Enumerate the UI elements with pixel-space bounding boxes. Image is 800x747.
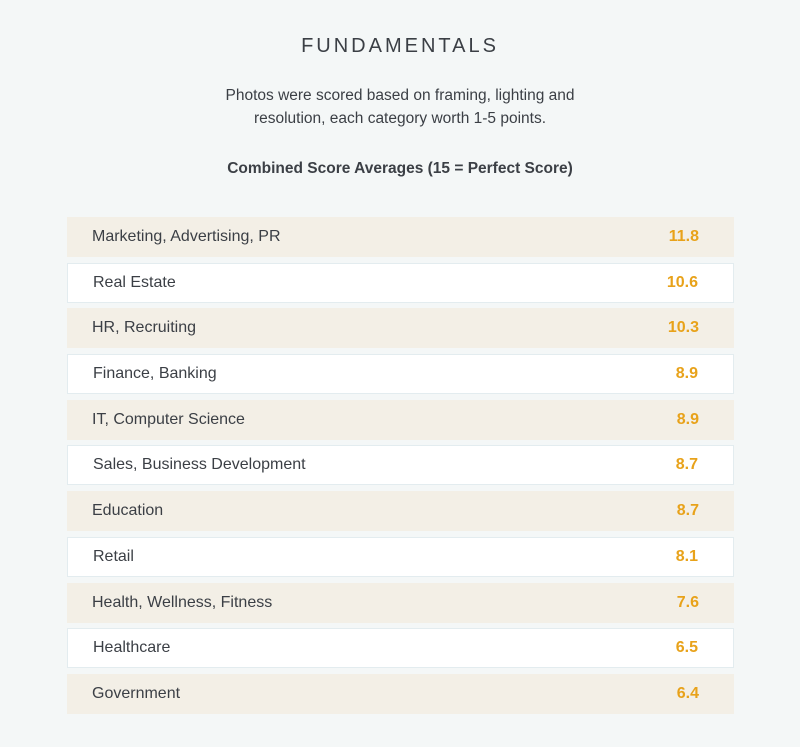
row-category-label: Finance, Banking (93, 365, 217, 383)
table-row (67, 445, 734, 485)
score-table (67, 217, 734, 720)
row-score-value: 10.3 (667, 319, 699, 337)
row-score-value: 8.9 (676, 410, 699, 428)
row-category-label: Real Estate (93, 273, 176, 291)
page-subtitle: Photos were scored based on framing, lighting and resolution, each category worth 1-5 points. (225, 87, 575, 127)
row-score-value: 11.8 (668, 228, 699, 245)
page-title: FUNDAMENTALS (301, 35, 499, 57)
row-score-value: 7.6 (676, 593, 699, 611)
row-category-label: Health, Wellness, Fitness (92, 593, 273, 611)
row-score-value: 10.6 (666, 273, 698, 291)
row-score-value: 8.7 (675, 456, 698, 474)
table-row (67, 491, 734, 531)
table-row (67, 354, 734, 394)
row-score-value: 8.7 (676, 502, 699, 520)
table-row (67, 537, 734, 577)
table-row (67, 674, 734, 714)
table-row (67, 263, 734, 303)
row-score-value: 6.5 (675, 639, 698, 657)
table-row (67, 583, 734, 623)
row-category-label: Education (92, 502, 164, 520)
row-category-label: Government (92, 684, 181, 702)
table-row (67, 400, 734, 440)
row-category-label: Healthcare (93, 639, 171, 657)
row-score-value: 8.9 (675, 365, 698, 383)
row-category-label: Retail (93, 547, 134, 565)
row-category-label: IT, Computer Science (92, 410, 245, 428)
table-row (67, 217, 734, 257)
row-category-label: Marketing, Advertising, PR (92, 228, 281, 245)
table-row (67, 308, 734, 348)
chart-heading: Combined Score Averages (15 = Perfect Score) (227, 160, 573, 177)
table-row (67, 628, 734, 668)
row-score-value: 8.1 (675, 547, 698, 565)
row-category-label: Sales, Business Development (93, 456, 306, 474)
row-score-value: 6.4 (676, 684, 699, 702)
row-category-label: HR, Recruiting (92, 319, 197, 337)
